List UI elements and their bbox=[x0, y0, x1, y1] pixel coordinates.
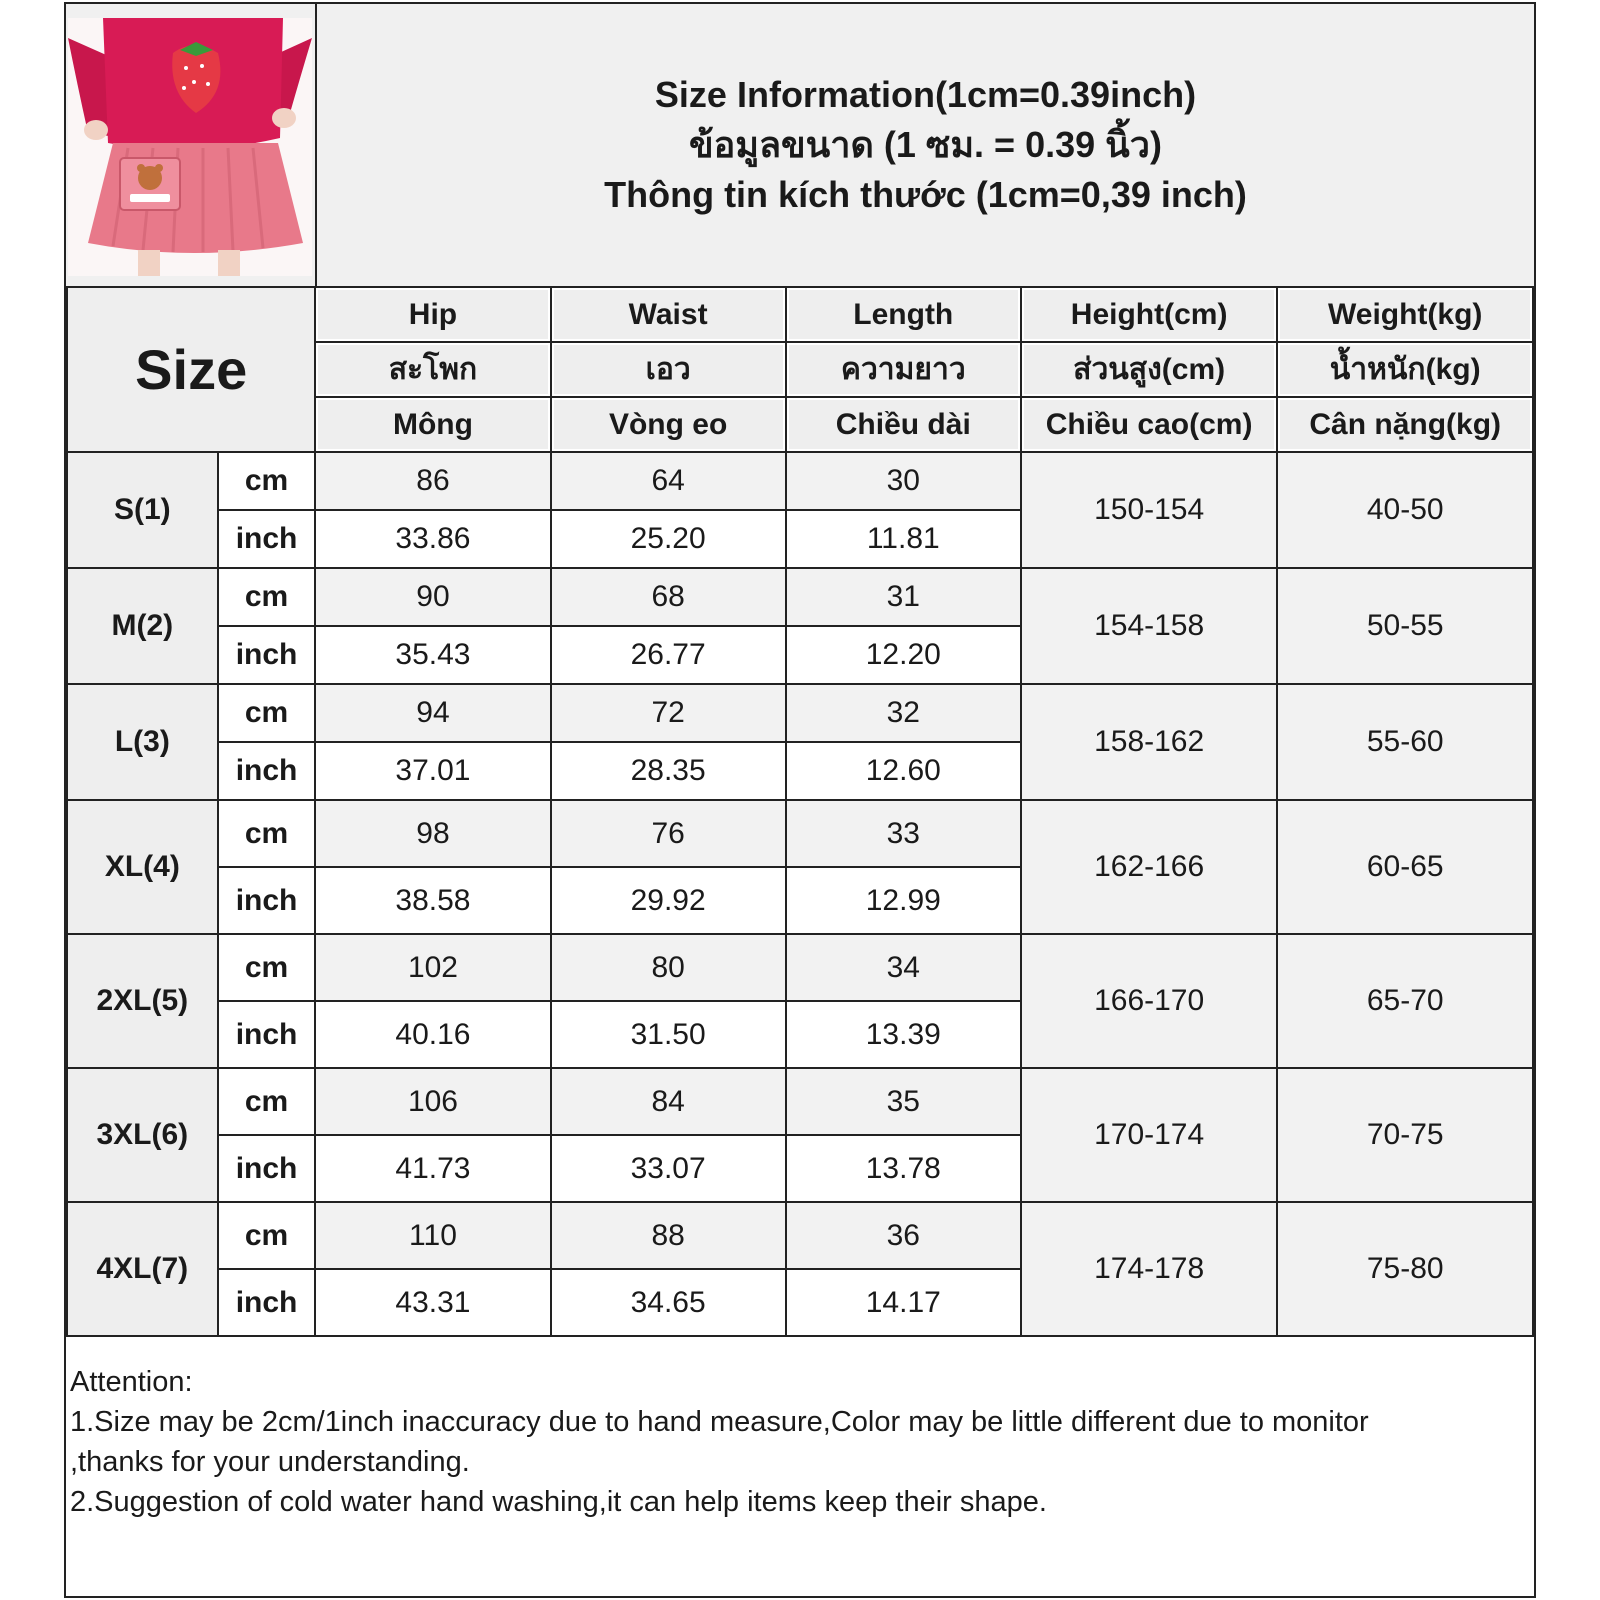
note-line: 1.Size may be 2cm/1inch inaccuracy due to hand measure,Color may be little different due to monitor bbox=[70, 1406, 1369, 1438]
weight-cell: 65-70 bbox=[1277, 934, 1533, 1068]
height-cell: 162-166 bbox=[1021, 800, 1278, 934]
weight-cell: 70-75 bbox=[1277, 1068, 1533, 1202]
column-header-waist-vietnamese: Vòng eo bbox=[551, 397, 786, 452]
size-table bbox=[66, 286, 1534, 1337]
hip-cm-cell: 106 bbox=[315, 1068, 550, 1135]
table-row bbox=[67, 452, 1533, 510]
height-cell: 170-174 bbox=[1021, 1068, 1278, 1202]
unit-label-cm: cm bbox=[218, 568, 316, 626]
column-header-waist: Waist bbox=[551, 287, 786, 342]
column-header-length-vietnamese: Chiều dài bbox=[786, 397, 1021, 452]
product-photo bbox=[68, 18, 312, 276]
length-cm-cell: 33 bbox=[786, 800, 1021, 867]
hip-inch-cell: 33.86 bbox=[315, 510, 550, 568]
size-label: S(1) bbox=[67, 452, 218, 568]
length-inch-cell: 12.99 bbox=[786, 867, 1021, 934]
hip-cm-cell: 102 bbox=[315, 934, 550, 1001]
waist-inch-cell: 29.92 bbox=[551, 867, 786, 934]
weight-cell: 50-55 bbox=[1277, 568, 1533, 684]
height-cell: 158-162 bbox=[1021, 684, 1278, 800]
length-inch-cell: 11.81 bbox=[786, 510, 1021, 568]
title-thai: ข้อมูลขนาด (1 ซม. = 0.39 นิ้ว) bbox=[689, 124, 1162, 165]
size-column-header: Size bbox=[67, 287, 315, 452]
column-header-height-thai: ส่วนสูง(cm) bbox=[1021, 342, 1278, 397]
size-chart-sheet bbox=[64, 2, 1536, 1598]
column-header-length: Length bbox=[786, 287, 1021, 342]
attention-notes bbox=[66, 1362, 1534, 1522]
size-label: 3XL(6) bbox=[67, 1068, 218, 1202]
length-inch-cell: 13.78 bbox=[786, 1135, 1021, 1202]
table-row bbox=[67, 934, 1533, 1001]
column-header-length-thai: ความยาว bbox=[786, 342, 1021, 397]
unit-label-inch: inch bbox=[218, 1269, 316, 1336]
hip-cm-cell: 94 bbox=[315, 684, 550, 742]
waist-inch-cell: 26.77 bbox=[551, 626, 786, 684]
waist-cm-cell: 76 bbox=[551, 800, 786, 867]
note-line: 2.Suggestion of cold water hand washing,it can help items keep their shape. bbox=[70, 1486, 1047, 1518]
title-english: Size Information(1cm=0.39inch) bbox=[654, 74, 1197, 115]
unit-label-inch: inch bbox=[218, 742, 316, 800]
length-inch-cell: 12.20 bbox=[786, 626, 1021, 684]
waist-cm-cell: 84 bbox=[551, 1068, 786, 1135]
weight-cell: 55-60 bbox=[1277, 684, 1533, 800]
hip-inch-cell: 40.16 bbox=[315, 1001, 550, 1068]
waist-inch-cell: 25.20 bbox=[551, 510, 786, 568]
waist-cm-cell: 68 bbox=[551, 568, 786, 626]
hip-cm-cell: 86 bbox=[315, 452, 550, 510]
size-label: 2XL(5) bbox=[67, 934, 218, 1068]
length-inch-cell: 12.60 bbox=[786, 742, 1021, 800]
length-cm-cell: 36 bbox=[786, 1202, 1021, 1269]
hip-inch-cell: 41.73 bbox=[315, 1135, 550, 1202]
unit-label-cm: cm bbox=[218, 800, 316, 867]
unit-label-cm: cm bbox=[218, 1068, 316, 1135]
unit-label-cm: cm bbox=[218, 684, 316, 742]
header-row-english bbox=[67, 287, 1533, 342]
table-row bbox=[67, 684, 1533, 742]
note-line: ,thanks for your understanding. bbox=[70, 1446, 470, 1478]
length-inch-cell: 13.39 bbox=[786, 1001, 1021, 1068]
height-cell: 166-170 bbox=[1021, 934, 1278, 1068]
weight-cell: 40-50 bbox=[1277, 452, 1533, 568]
waist-inch-cell: 33.07 bbox=[551, 1135, 786, 1202]
waist-cm-cell: 64 bbox=[551, 452, 786, 510]
size-label: M(2) bbox=[67, 568, 218, 684]
size-label: XL(4) bbox=[67, 800, 218, 934]
table-row bbox=[67, 1202, 1533, 1269]
waist-inch-cell: 31.50 bbox=[551, 1001, 786, 1068]
length-inch-cell: 14.17 bbox=[786, 1269, 1021, 1336]
hip-inch-cell: 37.01 bbox=[315, 742, 550, 800]
unit-label-inch: inch bbox=[218, 510, 316, 568]
column-header-weight: Weight(kg) bbox=[1277, 287, 1533, 342]
hip-cm-cell: 110 bbox=[315, 1202, 550, 1269]
unit-label-inch: inch bbox=[218, 867, 316, 934]
waist-cm-cell: 88 bbox=[551, 1202, 786, 1269]
column-header-weight-vietnamese: Cân nặng(kg) bbox=[1277, 397, 1533, 452]
title-block bbox=[317, 4, 1534, 286]
hip-cm-cell: 98 bbox=[315, 800, 550, 867]
table-row bbox=[67, 800, 1533, 867]
title-vietnamese: Thông tin kích thước (1cm=0,39 inch) bbox=[604, 174, 1247, 215]
column-header-height-vietnamese: Chiều cao(cm) bbox=[1021, 397, 1278, 452]
unit-label-cm: cm bbox=[218, 1202, 316, 1269]
height-cell: 174-178 bbox=[1021, 1202, 1278, 1336]
column-header-hip: Hip bbox=[315, 287, 550, 342]
unit-label-cm: cm bbox=[218, 452, 316, 510]
product-illustration bbox=[68, 18, 312, 276]
chart-header bbox=[66, 4, 1534, 288]
length-cm-cell: 31 bbox=[786, 568, 1021, 626]
length-cm-cell: 35 bbox=[786, 1068, 1021, 1135]
unit-label-inch: inch bbox=[218, 1001, 316, 1068]
waist-inch-cell: 34.65 bbox=[551, 1269, 786, 1336]
waist-cm-cell: 80 bbox=[551, 934, 786, 1001]
hip-inch-cell: 43.31 bbox=[315, 1269, 550, 1336]
waist-cm-cell: 72 bbox=[551, 684, 786, 742]
height-cell: 150-154 bbox=[1021, 452, 1278, 568]
weight-cell: 75-80 bbox=[1277, 1202, 1533, 1336]
column-header-hip-vietnamese: Mông bbox=[315, 397, 550, 452]
notes-heading: Attention: bbox=[70, 1366, 193, 1398]
height-cell: 154-158 bbox=[1021, 568, 1278, 684]
waist-inch-cell: 28.35 bbox=[551, 742, 786, 800]
hip-inch-cell: 38.58 bbox=[315, 867, 550, 934]
length-cm-cell: 30 bbox=[786, 452, 1021, 510]
column-header-height: Height(cm) bbox=[1021, 287, 1278, 342]
table-row bbox=[67, 568, 1533, 626]
unit-label-cm: cm bbox=[218, 934, 316, 1001]
length-cm-cell: 32 bbox=[786, 684, 1021, 742]
weight-cell: 60-65 bbox=[1277, 800, 1533, 934]
column-header-waist-thai: เอว bbox=[551, 342, 786, 397]
unit-label-inch: inch bbox=[218, 626, 316, 684]
size-label: L(3) bbox=[67, 684, 218, 800]
column-header-hip-thai: สะโพก bbox=[315, 342, 550, 397]
column-header-weight-thai: น้ำหนัก(kg) bbox=[1277, 342, 1533, 397]
size-label: 4XL(7) bbox=[67, 1202, 218, 1336]
hip-inch-cell: 35.43 bbox=[315, 626, 550, 684]
hip-cm-cell: 90 bbox=[315, 568, 550, 626]
unit-label-inch: inch bbox=[218, 1135, 316, 1202]
length-cm-cell: 34 bbox=[786, 934, 1021, 1001]
table-row bbox=[67, 1068, 1533, 1135]
